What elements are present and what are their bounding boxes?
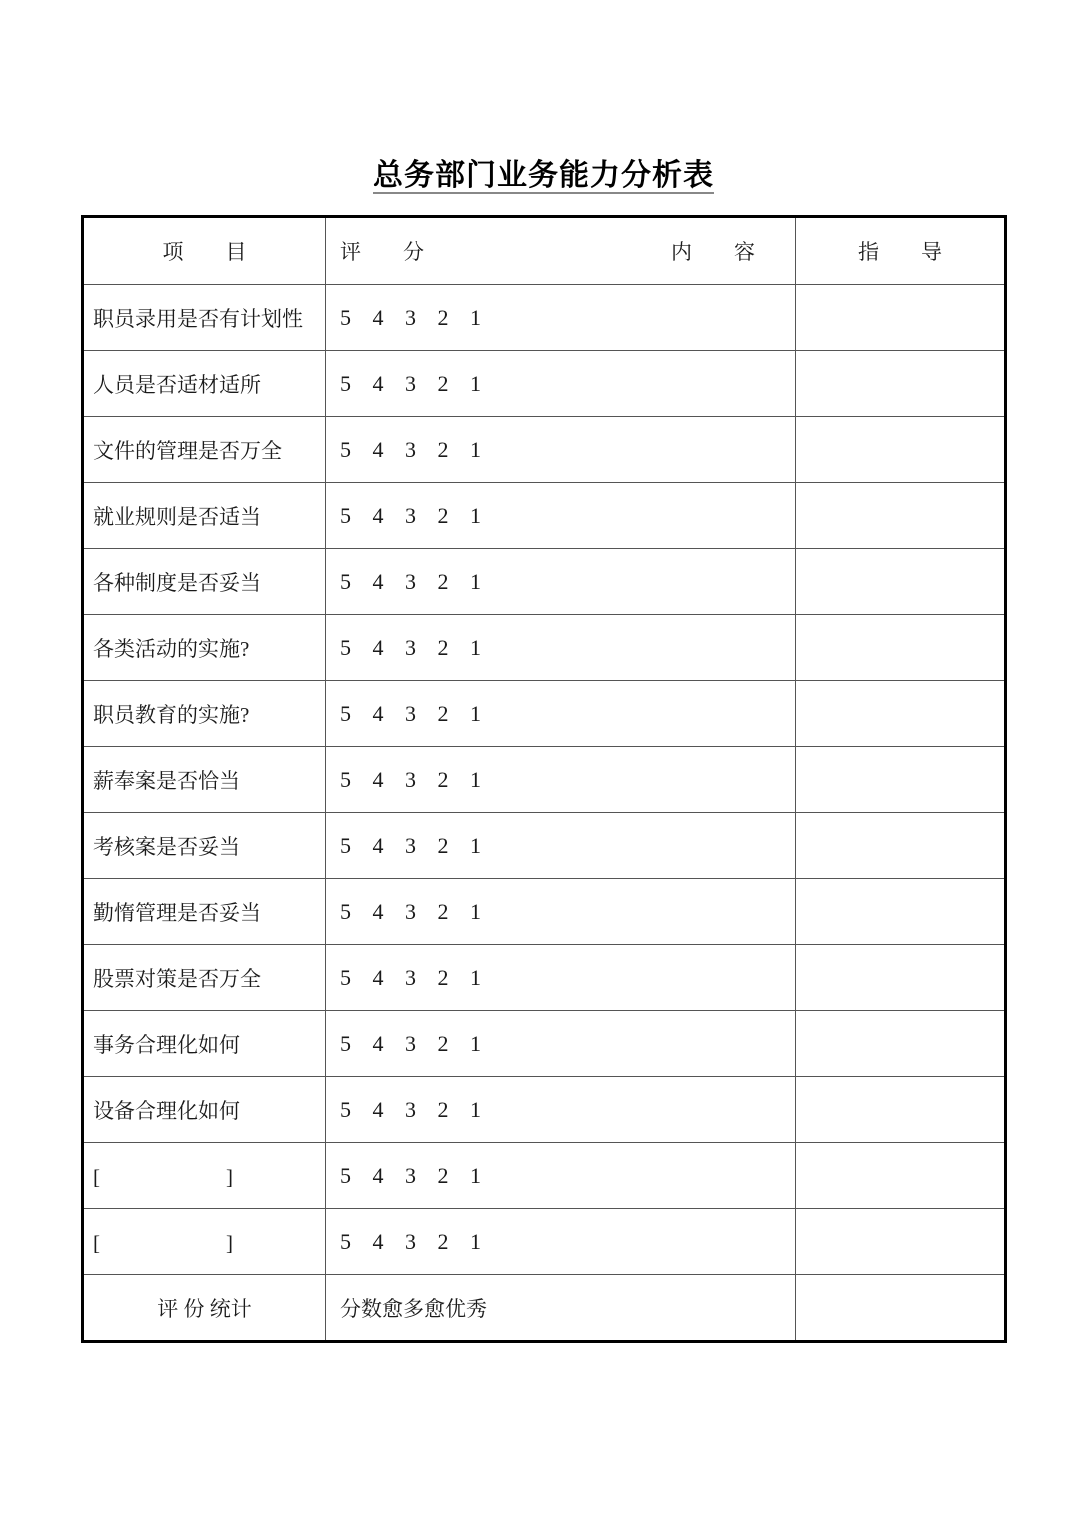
guidance-cell xyxy=(795,417,1004,482)
guidance-cell xyxy=(795,351,1004,416)
item-cell: 就业规则是否适当 xyxy=(93,504,261,529)
table-row xyxy=(84,944,1004,1010)
guidance-cell xyxy=(795,813,1004,878)
guidance-cell xyxy=(795,615,1004,680)
score-cell: 5 4 3 2 1 xyxy=(325,1209,795,1274)
score-cell: 5 4 3 2 1 xyxy=(325,483,795,548)
capability-analysis-table xyxy=(81,215,1007,1343)
table-row xyxy=(84,614,1004,680)
score-cell: 5 4 3 2 1 xyxy=(325,879,795,944)
guidance-cell xyxy=(795,1077,1004,1142)
table-row xyxy=(84,1076,1004,1142)
item-cell: 职员教育的实施? xyxy=(93,702,250,727)
item-cell: 薪奉案是否恰当 xyxy=(93,768,240,793)
guidance-cell xyxy=(795,879,1004,944)
score-cell: 5 4 3 2 1 xyxy=(325,615,795,680)
table-row xyxy=(84,350,1004,416)
guidance-cell xyxy=(795,1143,1004,1208)
page-title: 总务部门业务能力分析表 xyxy=(373,159,714,192)
item-cell: [ ] xyxy=(93,1230,233,1255)
header-score: 评 分 xyxy=(340,240,424,264)
score-cell: 5 4 3 2 1 xyxy=(325,549,795,614)
guidance-cell xyxy=(795,285,1004,350)
header-item: 项 目 xyxy=(162,240,247,264)
item-cell: 股票对策是否万全 xyxy=(93,966,261,991)
item-cell: 各类活动的实施? xyxy=(93,636,250,661)
item-cell: [ ] xyxy=(93,1164,233,1189)
header-score-content xyxy=(325,218,795,284)
score-cell: 5 4 3 2 1 xyxy=(325,747,795,812)
table-row xyxy=(84,284,1004,350)
footer-item: 评 份 统计 xyxy=(157,1296,252,1321)
table-row xyxy=(84,746,1004,812)
score-cell: 5 4 3 2 1 xyxy=(325,813,795,878)
score-cell: 5 4 3 2 1 xyxy=(325,351,795,416)
table-row-blank-bracket xyxy=(84,1142,1004,1208)
guidance-cell xyxy=(795,945,1004,1010)
item-cell: 各种制度是否妥当 xyxy=(93,570,261,595)
guidance-cell xyxy=(795,747,1004,812)
table-row xyxy=(84,548,1004,614)
item-cell: 考核案是否妥当 xyxy=(93,834,240,859)
score-cell: 5 4 3 2 1 xyxy=(325,1011,795,1076)
footer-guidance xyxy=(795,1275,1004,1340)
item-cell: 文件的管理是否万全 xyxy=(93,438,282,463)
score-cell: 5 4 3 2 1 xyxy=(325,417,795,482)
item-cell: 人员是否适材适所 xyxy=(93,372,261,397)
guidance-cell xyxy=(795,483,1004,548)
table-row xyxy=(84,416,1004,482)
table-row xyxy=(84,680,1004,746)
footer-content: 分数愈多愈优秀 xyxy=(325,1275,795,1340)
table-header-row xyxy=(84,218,1004,284)
table-row xyxy=(84,1010,1004,1076)
header-content: 内 容 xyxy=(671,240,755,264)
table-footer-row xyxy=(84,1274,1004,1340)
score-cell: 5 4 3 2 1 xyxy=(325,285,795,350)
guidance-cell xyxy=(795,681,1004,746)
table-row-blank-bracket xyxy=(84,1208,1004,1274)
score-cell: 5 4 3 2 1 xyxy=(325,945,795,1010)
score-cell: 5 4 3 2 1 xyxy=(325,1143,795,1208)
header-guidance: 指 导 xyxy=(795,218,1004,284)
guidance-cell xyxy=(795,549,1004,614)
item-cell: 事务合理化如何 xyxy=(93,1032,240,1057)
item-cell: 职员录用是否有计划性 xyxy=(93,306,303,331)
table-row xyxy=(84,878,1004,944)
score-cell: 5 4 3 2 1 xyxy=(325,681,795,746)
table-row xyxy=(84,482,1004,548)
item-cell: 设备合理化如何 xyxy=(93,1098,240,1123)
guidance-cell xyxy=(795,1209,1004,1274)
table-row xyxy=(84,812,1004,878)
score-cell: 5 4 3 2 1 xyxy=(325,1077,795,1142)
item-cell: 勤惰管理是否妥当 xyxy=(93,900,261,925)
guidance-cell xyxy=(795,1011,1004,1076)
